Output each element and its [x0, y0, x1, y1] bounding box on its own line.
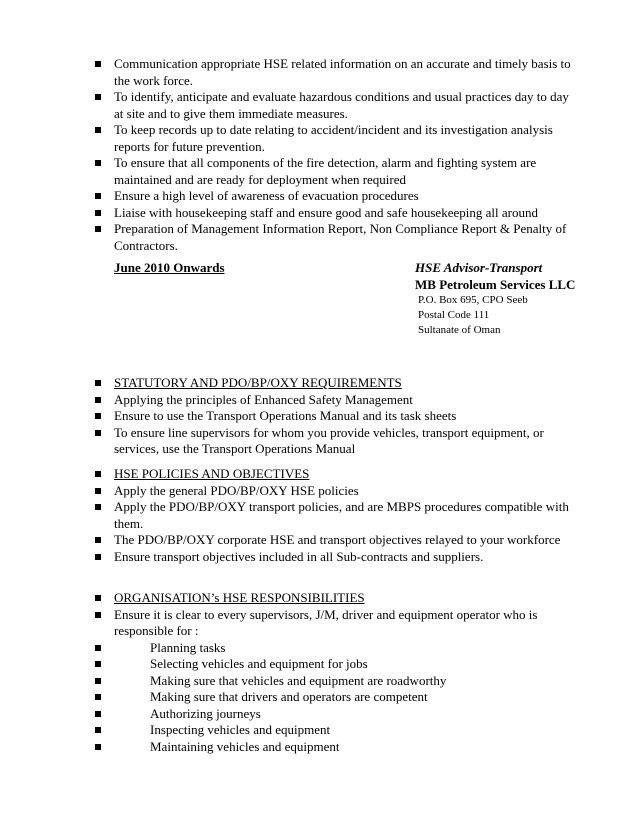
list-item — [0, 640, 638, 657]
list-item — [0, 656, 638, 673]
company-name: MB Petroleum Services LLC — [415, 276, 576, 292]
section-heading — [0, 590, 638, 607]
list-item — [0, 739, 638, 756]
square-bullet-icon — [95, 127, 101, 133]
list-item-text: Planning tasks — [150, 639, 226, 655]
square-bullet-icon — [95, 727, 101, 733]
list-item-text: To keep records up to date relating to accident/incident and its investigation analysis reports for future prevention. — [114, 122, 553, 154]
heading-text: HSE POLICIES AND OBJECTIVES — [114, 466, 310, 481]
heading-text: STATUTORY AND PDO/BP/OXY REQUIREMENTS — [114, 375, 402, 390]
section-heading — [0, 375, 638, 392]
list-item — [0, 706, 638, 723]
list-item — [0, 673, 638, 690]
list-item — [0, 188, 638, 205]
address-line: Sultanate of Oman — [418, 324, 501, 336]
list-item-text: Inspecting vehicles and equipment — [150, 722, 331, 737]
list-item — [0, 221, 638, 254]
square-bullet-icon — [95, 413, 101, 419]
list-item — [0, 89, 638, 122]
list-item — [0, 549, 638, 566]
square-bullet-icon — [95, 226, 101, 232]
square-bullet-icon — [95, 471, 101, 477]
square-bullet-icon — [95, 504, 101, 510]
list-item-text: Applying the principles of Enhanced Safety Management — [114, 391, 413, 407]
list-item-text: Making sure that drivers and operators are competent — [150, 689, 428, 704]
square-bullet-icon — [95, 61, 101, 67]
list-item-text: Liaise with housekeeping staff and ensure good and safe housekeeping all around — [114, 204, 538, 220]
list-item-text: The PDO/BP/OXY corporate HSE and transport objectives relayed to your workforce — [114, 532, 561, 547]
section-heading — [0, 466, 638, 483]
list-item-text: Communication appropriate HSE related information on an accurate and timely basis to the work force. — [114, 56, 571, 88]
list-item-text: Ensure transport objectives included in all Sub-contracts and suppliers. — [114, 548, 484, 564]
list-item-text: Selecting vehicles and equipment for jobs — [150, 656, 368, 671]
address-line: P.O. Box 695, CPO Seeb — [418, 294, 528, 306]
square-bullet-icon — [95, 430, 101, 436]
duties-list — [0, 56, 638, 254]
list-item — [0, 408, 638, 425]
job-role: HSE Advisor-Transport — [415, 260, 543, 275]
square-bullet-icon — [95, 595, 101, 601]
list-item — [0, 122, 638, 155]
list-item-text: Maintaining vehicles and equipment — [150, 738, 340, 754]
address-line: Postal Code 111 — [418, 309, 490, 321]
list-item — [0, 205, 638, 222]
list-item-text: Apply the general PDO/BP/OXY HSE policies — [114, 482, 359, 498]
square-bullet-icon — [95, 554, 101, 560]
list-item — [0, 56, 638, 89]
list-item-text: To identify, anticipate and evaluate hazardous conditions and usual practices day to day at site and to give them immediate measures. — [114, 89, 569, 121]
list-item — [0, 499, 638, 532]
square-bullet-icon — [95, 210, 101, 216]
square-bullet-icon — [95, 678, 101, 684]
list-item-text: Ensure a high level of awareness of evacuation procedures — [114, 188, 419, 203]
square-bullet-icon — [95, 193, 101, 199]
square-bullet-icon — [95, 645, 101, 651]
list-item — [0, 425, 638, 458]
list-item — [0, 392, 638, 409]
list-item-text: Preparation of Management Information Report, Non Compliance Report & Penalty of Contractors. — [114, 221, 567, 253]
list-item-text: Making sure that vehicles and equipment are roadworthy — [150, 672, 447, 688]
heading-text: ORGANISATION’s HSE RESPONSIBILITIES — [114, 590, 365, 605]
list-item — [0, 155, 638, 188]
square-bullet-icon — [95, 694, 101, 700]
policies-section — [0, 466, 638, 565]
list-item-text: Apply the PDO/BP/OXY transport policies, and are MBPS procedures compatible with them. — [114, 499, 569, 531]
square-bullet-icon — [95, 397, 101, 403]
job-date: June 2010 Onwards — [114, 260, 225, 275]
square-bullet-icon — [95, 612, 101, 618]
list-item — [0, 532, 638, 549]
statutory-section — [0, 375, 638, 458]
list-item-text: Authorizing journeys — [150, 705, 261, 721]
square-bullet-icon — [95, 380, 101, 386]
employer-block — [415, 260, 575, 338]
square-bullet-icon — [95, 160, 101, 166]
list-item-text: To ensure line supervisors for whom you provide vehicles, transport equipment, or services, use the Transport Operations Manual — [114, 424, 544, 456]
square-bullet-icon — [95, 94, 101, 100]
list-item-text: Ensure to use the Transport Operations Manual and its task sheets — [114, 408, 457, 423]
square-bullet-icon — [95, 537, 101, 543]
organisation-section — [0, 590, 638, 755]
list-item — [0, 689, 638, 706]
square-bullet-icon — [95, 744, 101, 750]
list-item-text: Ensure it is clear to every supervisors, J/M, driver and equipment operator who is responsible for : — [114, 606, 538, 638]
list-item — [0, 483, 638, 500]
square-bullet-icon — [95, 661, 101, 667]
list-item — [0, 607, 638, 640]
square-bullet-icon — [95, 488, 101, 494]
list-item-text: To ensure that all components of the fire detection, alarm and fighting system are maintained and are ready for deployment when required — [114, 155, 537, 187]
square-bullet-icon — [95, 711, 101, 717]
list-item — [0, 722, 638, 739]
